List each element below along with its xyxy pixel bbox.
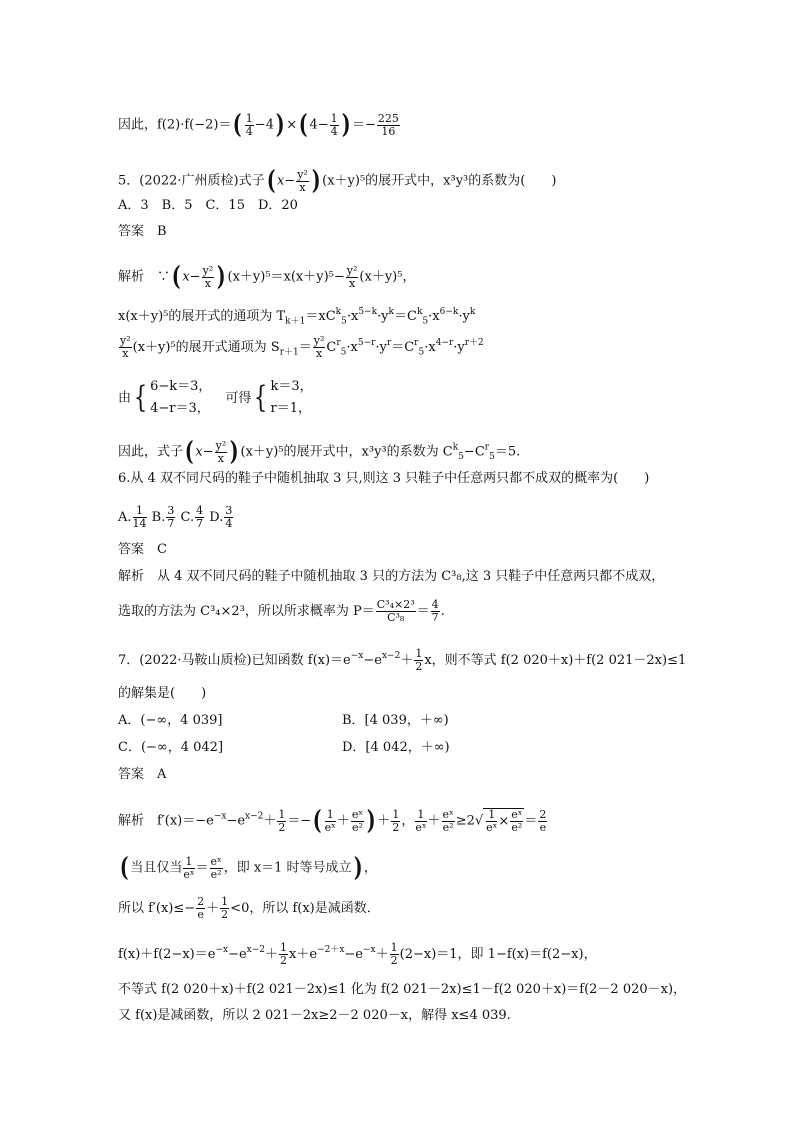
fraction — [279, 942, 288, 967]
fraction — [390, 942, 399, 967]
fraction — [119, 335, 132, 360]
q6-stem — [118, 471, 649, 487]
sup: 6−k — [439, 307, 459, 317]
text: −e — [226, 813, 246, 829]
text: ＝xC — [305, 309, 336, 324]
q5-sol-1 — [118, 264, 415, 290]
sup: r — [414, 338, 419, 348]
text: (x＋y)⁵的展开式中，x³y³的系数为( ) — [322, 173, 557, 189]
num: 1 — [245, 111, 253, 125]
den: 4 — [245, 124, 253, 138]
text: 因此，f(2)·f(−2)＝ — [118, 117, 232, 133]
text: −4 — [254, 117, 274, 133]
text: ≥2 — [455, 813, 475, 829]
den: 2 — [221, 908, 229, 921]
sup: k — [335, 307, 342, 317]
fraction — [196, 896, 205, 921]
text: A. — [118, 510, 132, 525]
den: x — [122, 347, 129, 360]
text: ＋ — [427, 813, 441, 829]
sup: 5−r — [357, 338, 376, 348]
brace: { — [254, 380, 268, 415]
paren: ) — [366, 806, 376, 836]
sup: r — [336, 338, 341, 348]
fraction — [346, 265, 359, 290]
den: 7 — [167, 517, 175, 530]
fraction — [133, 505, 147, 530]
text: x− — [276, 173, 296, 189]
paren: ) — [353, 853, 363, 883]
den: 14 — [132, 517, 147, 530]
num: 1 — [183, 856, 194, 869]
text: −e — [363, 653, 382, 668]
text: ·x — [346, 309, 359, 324]
sup: x−2 — [245, 811, 264, 822]
q7-sol-1 — [118, 808, 548, 834]
fraction — [415, 809, 426, 834]
paren: ( — [299, 110, 308, 140]
text: ·x — [346, 340, 358, 355]
option-c: C．(−∞，4 042] — [118, 740, 224, 755]
text: 4− — [309, 117, 329, 133]
sup: x−2 — [246, 945, 265, 955]
sub: r＋1 — [279, 347, 299, 358]
fraction — [510, 809, 523, 834]
q7-options-2 — [118, 740, 223, 756]
sub: k＋1 — [285, 316, 306, 327]
q6-sol-2 — [118, 599, 445, 624]
num: 1 — [330, 111, 338, 125]
q7-options-1 — [118, 713, 222, 729]
text: 6.从 4 双不同尺码的鞋子中随机抽取 3 只,则这 3 只鞋子中任意两只都不成双的概率为( ) — [118, 471, 650, 486]
text: 答案 A — [118, 767, 167, 782]
text: 又 f(x)是减函数，所以 2 021－2x≥2－2 020－x，解得 x≤4 039. — [118, 1008, 511, 1023]
text: . — [440, 604, 445, 619]
paren: ) — [341, 110, 351, 140]
num: C³₄×2³ — [376, 598, 415, 611]
den: 2 — [390, 954, 398, 967]
text: 所以 f′(x)≤− — [118, 901, 196, 916]
text: 答案 C — [118, 542, 167, 557]
text: (x＋y)⁵＝x(x＋y)⁵− — [227, 269, 345, 285]
paren: ) — [275, 110, 285, 140]
text: 答案 B — [118, 224, 167, 239]
text: x− — [182, 269, 201, 285]
text: ＋ — [336, 813, 350, 829]
sup: −x — [215, 945, 229, 955]
paren: ( — [313, 806, 322, 836]
q7-options-2b — [342, 740, 450, 756]
num: eˣ — [210, 854, 222, 868]
q6-sol-1 — [118, 569, 664, 585]
fraction — [431, 599, 440, 624]
fraction — [414, 648, 423, 673]
q7-answer — [118, 767, 166, 783]
text: (x＋y)⁵， — [359, 269, 416, 285]
text: (x＋y)⁵的展开式通项为 S — [132, 340, 280, 355]
eq: 6−k＝3， — [150, 379, 212, 394]
den: e² — [351, 820, 363, 834]
paren: ) — [230, 437, 239, 467]
sup: k — [388, 307, 394, 317]
q5-sol-2 — [118, 304, 475, 330]
sqrt — [483, 808, 524, 834]
fraction — [442, 809, 455, 834]
text: ＝ — [524, 813, 538, 829]
text: ＋ — [377, 813, 391, 829]
paren: ) — [217, 262, 226, 292]
text: 当且仅当 — [130, 860, 183, 876]
text: C — [326, 340, 337, 355]
q7-stem — [118, 648, 686, 673]
text: 选取的方法为 C³₄×2³，所以所求概率为 P＝ — [118, 604, 375, 619]
text: ，即 x＝1 时等号成立 — [223, 860, 352, 876]
text: 解析 f′(x)＝−e — [118, 813, 214, 829]
fraction — [224, 505, 233, 530]
fraction — [183, 856, 194, 881]
paren: ( — [233, 110, 242, 140]
num: y² — [297, 167, 308, 181]
num: 1 — [221, 895, 229, 908]
fraction — [195, 505, 204, 530]
fraction — [220, 896, 229, 921]
num: y² — [215, 438, 227, 452]
den: 2 — [392, 820, 400, 834]
q7-sol-4 — [118, 942, 597, 967]
text: −C — [463, 444, 485, 460]
text: C. — [180, 510, 195, 525]
paren: ( — [184, 437, 194, 467]
q7-sol-5 — [118, 982, 686, 998]
text: 因此，式子 — [118, 444, 184, 460]
text: ＝5. — [494, 444, 521, 460]
brace: { — [133, 380, 148, 415]
text: <0，所以 f(x)是减函数． — [230, 901, 380, 916]
fraction — [277, 809, 286, 834]
option-b: B．[4 039，＋∞) — [342, 713, 449, 728]
den: x — [204, 276, 211, 290]
num: eˣ — [351, 807, 363, 821]
den: 2 — [278, 820, 286, 834]
sup: −x — [213, 811, 227, 822]
sup: −2＋x — [317, 945, 345, 955]
fraction — [377, 113, 400, 138]
den: e — [539, 820, 547, 834]
text: ， — [363, 860, 377, 876]
fraction — [330, 113, 339, 138]
sub: 5 — [418, 347, 425, 358]
fraction — [245, 113, 254, 138]
text: ＋ — [265, 947, 279, 962]
text: 不等式 f(2 020＋x)＋f(2 021－2x)≤1 化为 f(2 021－2x)≤1－f(2 020＋x)＝f(2－2 020－x)， — [118, 982, 687, 997]
text: ·y — [458, 309, 470, 324]
text: x，则不等式 f(2 020＋x)＋f(2 021－2x)≤1 — [424, 653, 687, 668]
num: 2 — [197, 895, 205, 908]
den: 7 — [431, 611, 439, 624]
sub: 5 — [458, 452, 464, 463]
den: e² — [442, 820, 454, 834]
q5-answer — [118, 224, 167, 240]
sub: 5 — [489, 452, 495, 463]
paren: ) — [311, 166, 321, 196]
num: 225 — [377, 111, 399, 125]
sup: k — [469, 307, 476, 317]
text: ＋ — [375, 947, 389, 962]
text: 解析 ∵ — [118, 269, 171, 285]
sup: k — [452, 442, 459, 453]
sub: 5 — [422, 316, 429, 327]
eq: 4−r＝3， — [150, 401, 210, 416]
num: eˣ — [442, 807, 454, 821]
system — [271, 376, 313, 420]
text: A．3 B．5 C．15 D．20 — [118, 198, 298, 213]
text: ， — [401, 813, 415, 829]
sup: 4−r — [435, 338, 454, 348]
q5-stem — [118, 168, 556, 194]
text: ＋ — [206, 901, 220, 916]
num: 4 — [431, 598, 439, 611]
text: ＝− — [287, 813, 312, 829]
num: 3 — [167, 504, 175, 517]
paren: ( — [266, 166, 276, 196]
num: 3 — [225, 504, 233, 517]
text: ＝C — [394, 309, 417, 324]
q5-sol-5 — [118, 439, 520, 465]
den: x — [299, 180, 306, 194]
text: (2−x)＝1，即 1−f(x)＝f(2−x)， — [399, 947, 597, 962]
sup: −x — [350, 651, 364, 661]
fraction — [376, 599, 416, 624]
text: (x＋y)⁵的展开式中，x³y³的系数为 C — [240, 444, 453, 460]
num: y² — [202, 263, 214, 277]
text: ＝− — [351, 117, 376, 133]
option-d: D．[4 042，＋∞) — [342, 740, 450, 755]
den: e² — [511, 821, 523, 834]
num: 1 — [390, 941, 398, 954]
num: 1 — [280, 941, 288, 954]
num: 1 — [486, 809, 497, 822]
text: ＋ — [400, 653, 414, 668]
den: 16 — [381, 124, 396, 138]
den: eˣ — [486, 821, 498, 834]
text: 解析 从 4 双不同尺码的鞋子中随机抽取 3 只的方法为 C³₈,这 3 只鞋子中任意两只都不成双， — [118, 569, 665, 584]
num: 1 — [415, 647, 423, 660]
num: y² — [313, 334, 325, 347]
den: e — [197, 908, 204, 921]
sub: 5 — [341, 316, 347, 327]
text: x＋e — [289, 947, 318, 962]
num: y² — [346, 263, 358, 277]
text: 的解集是( ) — [118, 686, 207, 701]
num: 1 — [415, 809, 426, 822]
num: 1 — [278, 807, 286, 821]
num: 1 — [392, 807, 400, 821]
den: C³₈ — [387, 611, 405, 624]
paren: ( — [119, 853, 129, 883]
text: ·x — [424, 340, 436, 355]
line-result — [118, 112, 401, 138]
den: eˣ — [324, 820, 336, 834]
eq: r＝1， — [270, 401, 312, 416]
num: 2 — [539, 807, 547, 821]
text: ＝ — [298, 340, 312, 355]
fraction — [486, 809, 497, 834]
den: x — [349, 276, 356, 290]
fraction — [202, 265, 215, 290]
q7-sol-6 — [118, 1008, 511, 1024]
den: 4 — [225, 517, 233, 530]
fraction — [210, 856, 223, 881]
sub: 5 — [340, 347, 347, 358]
text: B. — [151, 510, 166, 525]
system — [150, 376, 211, 420]
text: 7．(2022·马鞍山质检)已知函数 f(x)＝e — [118, 653, 351, 668]
text: ＝ — [416, 604, 430, 619]
text: × — [286, 117, 298, 133]
num: y² — [120, 334, 131, 347]
fraction — [538, 809, 547, 834]
text: −e — [344, 947, 363, 962]
q6-answer — [118, 542, 167, 558]
q7-sol-3 — [118, 896, 380, 921]
sup: k — [416, 307, 423, 317]
sup: x−2 — [381, 651, 401, 661]
num: 1 — [133, 505, 147, 518]
eq: k＝3， — [270, 379, 313, 394]
den: 2 — [280, 954, 288, 967]
paren: ( — [171, 262, 181, 292]
q5-sol-3 — [118, 335, 484, 361]
text: ＝C — [391, 340, 415, 355]
q5-sol-4 — [118, 376, 313, 420]
text: 5．(2022·广州质检)式子 — [118, 173, 265, 189]
den: eˣ — [415, 820, 427, 834]
fraction — [313, 335, 326, 360]
text: 可得 — [225, 390, 252, 406]
text: f(x)＋f(2−x)＝e — [118, 947, 216, 962]
q7-options-1b — [342, 713, 449, 729]
text: −e — [228, 947, 247, 962]
den: eˣ — [183, 867, 195, 881]
den: x — [217, 451, 224, 465]
text: ＋ — [263, 813, 277, 829]
den: 4 — [330, 124, 338, 138]
den: 7 — [196, 517, 204, 530]
fraction — [351, 809, 364, 834]
fraction — [391, 809, 400, 834]
den: 2 — [415, 660, 423, 673]
den: e² — [210, 867, 222, 881]
fraction — [296, 169, 309, 194]
text: D. — [209, 510, 224, 525]
sqrt-sign: √ — [474, 813, 484, 829]
q7-sol-2 — [118, 855, 377, 881]
num: 4 — [196, 504, 204, 517]
sup: r＋2 — [464, 338, 484, 348]
fraction — [215, 440, 228, 465]
text: ·y — [377, 309, 389, 324]
text: ·y — [375, 340, 387, 355]
q5-options — [118, 198, 298, 214]
sup: r — [484, 442, 490, 453]
fraction — [166, 505, 175, 530]
text: ·y — [453, 340, 465, 355]
q6-options — [118, 505, 234, 530]
q7-stem-2 — [118, 686, 206, 702]
text: ·x — [428, 309, 440, 324]
sup: 5−k — [358, 307, 378, 317]
fraction — [325, 809, 336, 834]
num: 1 — [325, 809, 336, 822]
den: x — [315, 347, 323, 360]
text: x− — [195, 444, 214, 460]
option-a: A．(−∞，4 039] — [118, 713, 223, 728]
sup: r — [386, 338, 392, 348]
text: 由 — [118, 390, 132, 406]
text: x(x＋y)⁵的展开式的通项为 T — [118, 309, 286, 324]
num: eˣ — [511, 808, 523, 821]
sup: −x — [362, 945, 376, 955]
text: × — [498, 814, 510, 829]
text: ＝ — [195, 860, 209, 876]
